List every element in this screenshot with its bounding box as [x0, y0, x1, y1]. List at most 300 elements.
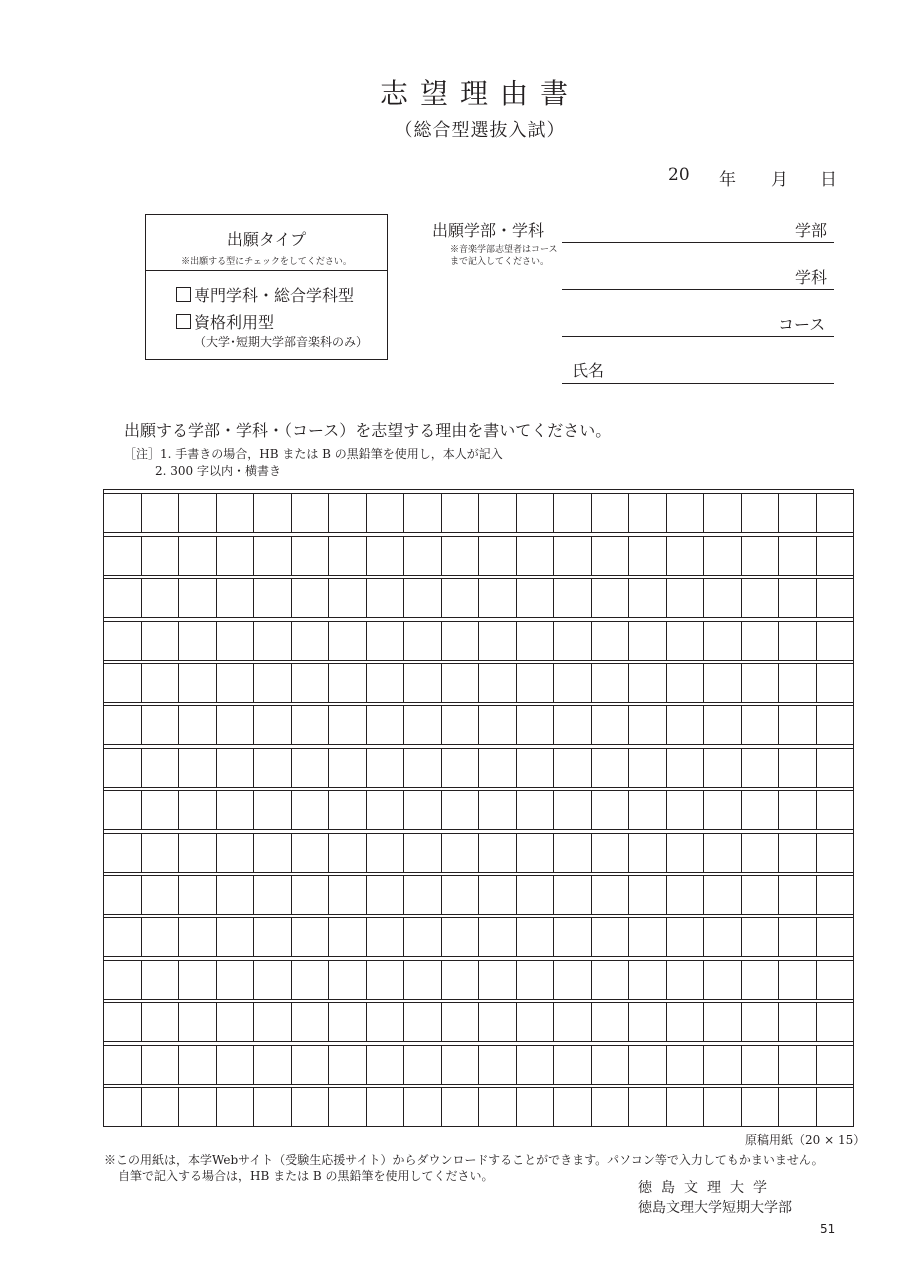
manuscript-cell[interactable]	[629, 494, 667, 532]
manuscript-cell[interactable]	[817, 622, 854, 660]
manuscript-cell[interactable]	[554, 1003, 592, 1041]
manuscript-cell[interactable]	[254, 1003, 292, 1041]
manuscript-cell[interactable]	[667, 961, 705, 999]
manuscript-cell[interactable]	[367, 961, 405, 999]
manuscript-cell[interactable]	[217, 494, 255, 532]
manuscript-cell[interactable]	[179, 664, 217, 702]
faculty-field[interactable]	[562, 242, 834, 243]
manuscript-cell[interactable]	[592, 664, 630, 702]
manuscript-cell[interactable]	[179, 622, 217, 660]
manuscript-cell[interactable]	[592, 537, 630, 575]
manuscript-cell[interactable]	[179, 1003, 217, 1041]
manuscript-cell[interactable]	[217, 1046, 255, 1084]
manuscript-cell[interactable]	[442, 537, 480, 575]
manuscript-cell[interactable]	[179, 961, 217, 999]
manuscript-cell[interactable]	[592, 579, 630, 617]
manuscript-cell[interactable]	[779, 876, 817, 914]
manuscript-cell[interactable]	[254, 1046, 292, 1084]
manuscript-cell[interactable]	[179, 1046, 217, 1084]
manuscript-cell[interactable]	[442, 834, 480, 872]
manuscript-cell[interactable]	[704, 918, 742, 956]
manuscript-cell[interactable]	[404, 494, 442, 532]
manuscript-cell[interactable]	[104, 494, 142, 532]
manuscript-cell[interactable]	[629, 918, 667, 956]
manuscript-cell[interactable]	[704, 1088, 742, 1126]
manuscript-cell[interactable]	[742, 1088, 780, 1126]
manuscript-cell[interactable]	[329, 1088, 367, 1126]
manuscript-cell[interactable]	[292, 834, 330, 872]
manuscript-cell[interactable]	[254, 579, 292, 617]
manuscript-cell[interactable]	[554, 664, 592, 702]
checkbox-qualification[interactable]	[176, 314, 191, 329]
manuscript-cell[interactable]	[142, 1003, 180, 1041]
manuscript-cell[interactable]	[479, 834, 517, 872]
manuscript-cell[interactable]	[817, 961, 854, 999]
manuscript-cell[interactable]	[592, 918, 630, 956]
manuscript-cell[interactable]	[592, 494, 630, 532]
manuscript-cell[interactable]	[292, 664, 330, 702]
manuscript-cell[interactable]	[517, 961, 555, 999]
manuscript-cell[interactable]	[742, 1003, 780, 1041]
manuscript-cell[interactable]	[629, 961, 667, 999]
manuscript-cell[interactable]	[779, 1046, 817, 1084]
manuscript-cell[interactable]	[329, 664, 367, 702]
manuscript-cell[interactable]	[104, 1003, 142, 1041]
manuscript-cell[interactable]	[817, 664, 854, 702]
manuscript-cell[interactable]	[779, 791, 817, 829]
manuscript-cell[interactable]	[329, 622, 367, 660]
manuscript-cell[interactable]	[742, 537, 780, 575]
manuscript-cell[interactable]	[442, 622, 480, 660]
manuscript-cell[interactable]	[104, 537, 142, 575]
manuscript-cell[interactable]	[554, 876, 592, 914]
manuscript-cell[interactable]	[292, 494, 330, 532]
manuscript-cell[interactable]	[817, 876, 854, 914]
manuscript-cell[interactable]	[442, 1003, 480, 1041]
manuscript-cell[interactable]	[742, 876, 780, 914]
department-field[interactable]	[562, 289, 834, 290]
manuscript-cell[interactable]	[367, 791, 405, 829]
manuscript-cell[interactable]	[817, 918, 854, 956]
manuscript-cell[interactable]	[104, 1046, 142, 1084]
manuscript-cell[interactable]	[329, 961, 367, 999]
manuscript-cell[interactable]	[704, 537, 742, 575]
manuscript-cell[interactable]	[442, 579, 480, 617]
manuscript-cell[interactable]	[142, 918, 180, 956]
manuscript-cell[interactable]	[554, 791, 592, 829]
manuscript-cell[interactable]	[517, 1003, 555, 1041]
manuscript-cell[interactable]	[479, 918, 517, 956]
manuscript-cell[interactable]	[292, 622, 330, 660]
manuscript-cell[interactable]	[292, 1088, 330, 1126]
manuscript-cell[interactable]	[517, 622, 555, 660]
manuscript-cell[interactable]	[367, 706, 405, 744]
manuscript-cell[interactable]	[404, 834, 442, 872]
option-qualification[interactable]	[176, 310, 274, 333]
manuscript-cell[interactable]	[479, 876, 517, 914]
manuscript-cell[interactable]	[817, 579, 854, 617]
manuscript-cell[interactable]	[592, 749, 630, 787]
manuscript-cell[interactable]	[517, 918, 555, 956]
manuscript-cell[interactable]	[817, 706, 854, 744]
manuscript-cell[interactable]	[742, 622, 780, 660]
manuscript-cell[interactable]	[254, 494, 292, 532]
manuscript-cell[interactable]	[704, 1046, 742, 1084]
manuscript-cell[interactable]	[629, 834, 667, 872]
manuscript-cell[interactable]	[292, 961, 330, 999]
manuscript-cell[interactable]	[779, 918, 817, 956]
manuscript-cell[interactable]	[404, 1003, 442, 1041]
manuscript-cell[interactable]	[254, 834, 292, 872]
manuscript-cell[interactable]	[179, 834, 217, 872]
manuscript-cell[interactable]	[629, 664, 667, 702]
manuscript-cell[interactable]	[217, 918, 255, 956]
manuscript-cell[interactable]	[554, 1046, 592, 1084]
manuscript-cell[interactable]	[517, 494, 555, 532]
manuscript-cell[interactable]	[404, 706, 442, 744]
manuscript-cell[interactable]	[592, 1003, 630, 1041]
manuscript-cell[interactable]	[292, 579, 330, 617]
manuscript-cell[interactable]	[329, 834, 367, 872]
manuscript-cell[interactable]	[629, 706, 667, 744]
manuscript-cell[interactable]	[517, 791, 555, 829]
manuscript-cell[interactable]	[404, 579, 442, 617]
manuscript-cell[interactable]	[667, 664, 705, 702]
manuscript-cell[interactable]	[442, 791, 480, 829]
manuscript-cell[interactable]	[142, 749, 180, 787]
manuscript-cell[interactable]	[742, 791, 780, 829]
manuscript-cell[interactable]	[517, 537, 555, 575]
manuscript-cell[interactable]	[704, 876, 742, 914]
manuscript-cell[interactable]	[292, 537, 330, 575]
manuscript-cell[interactable]	[179, 537, 217, 575]
manuscript-cell[interactable]	[592, 791, 630, 829]
manuscript-cell[interactable]	[667, 918, 705, 956]
manuscript-cell[interactable]	[742, 749, 780, 787]
manuscript-cell[interactable]	[629, 579, 667, 617]
manuscript-cell[interactable]	[667, 494, 705, 532]
manuscript-cell[interactable]	[142, 876, 180, 914]
manuscript-cell[interactable]	[254, 791, 292, 829]
manuscript-cell[interactable]	[329, 749, 367, 787]
manuscript-cell[interactable]	[404, 664, 442, 702]
manuscript-cell[interactable]	[292, 706, 330, 744]
manuscript-cell[interactable]	[704, 494, 742, 532]
manuscript-cell[interactable]	[329, 918, 367, 956]
manuscript-cell[interactable]	[592, 834, 630, 872]
manuscript-cell[interactable]	[554, 706, 592, 744]
manuscript-cell[interactable]	[667, 791, 705, 829]
manuscript-cell[interactable]	[517, 834, 555, 872]
manuscript-cell[interactable]	[704, 749, 742, 787]
manuscript-cell[interactable]	[142, 961, 180, 999]
manuscript-cell[interactable]	[629, 749, 667, 787]
manuscript-cell[interactable]	[517, 1046, 555, 1084]
manuscript-cell[interactable]	[442, 961, 480, 999]
manuscript-cell[interactable]	[142, 1046, 180, 1084]
manuscript-cell[interactable]	[104, 749, 142, 787]
manuscript-cell[interactable]	[217, 876, 255, 914]
manuscript-cell[interactable]	[104, 791, 142, 829]
manuscript-cell[interactable]	[179, 579, 217, 617]
manuscript-cell[interactable]	[367, 537, 405, 575]
manuscript-cell[interactable]	[442, 706, 480, 744]
manuscript-cell[interactable]	[442, 1088, 480, 1126]
manuscript-cell[interactable]	[442, 494, 480, 532]
manuscript-cell[interactable]	[254, 1088, 292, 1126]
manuscript-cell[interactable]	[217, 749, 255, 787]
manuscript-cell[interactable]	[404, 876, 442, 914]
manuscript-cell[interactable]	[704, 664, 742, 702]
manuscript-cell[interactable]	[629, 622, 667, 660]
manuscript-cell[interactable]	[217, 791, 255, 829]
manuscript-cell[interactable]	[367, 876, 405, 914]
manuscript-cell[interactable]	[779, 706, 817, 744]
manuscript-cell[interactable]	[479, 579, 517, 617]
manuscript-cell[interactable]	[592, 706, 630, 744]
manuscript-cell[interactable]	[367, 494, 405, 532]
manuscript-cell[interactable]	[254, 664, 292, 702]
manuscript-cell[interactable]	[629, 1088, 667, 1126]
manuscript-cell[interactable]	[592, 961, 630, 999]
manuscript-cell[interactable]	[667, 1003, 705, 1041]
manuscript-cell[interactable]	[142, 622, 180, 660]
manuscript-cell[interactable]	[779, 579, 817, 617]
manuscript-cell[interactable]	[254, 961, 292, 999]
manuscript-cell[interactable]	[292, 749, 330, 787]
manuscript-cell[interactable]	[742, 664, 780, 702]
manuscript-cell[interactable]	[292, 1003, 330, 1041]
manuscript-cell[interactable]	[329, 876, 367, 914]
manuscript-cell[interactable]	[704, 834, 742, 872]
manuscript-cell[interactable]	[817, 791, 854, 829]
manuscript-cell[interactable]	[779, 1088, 817, 1126]
manuscript-cell[interactable]	[479, 749, 517, 787]
manuscript-cell[interactable]	[217, 622, 255, 660]
manuscript-cell[interactable]	[442, 918, 480, 956]
manuscript-cell[interactable]	[554, 961, 592, 999]
manuscript-cell[interactable]	[629, 1003, 667, 1041]
manuscript-cell[interactable]	[517, 749, 555, 787]
manuscript-cell[interactable]	[479, 1003, 517, 1041]
manuscript-cell[interactable]	[142, 494, 180, 532]
manuscript-cell[interactable]	[292, 876, 330, 914]
manuscript-cell[interactable]	[217, 664, 255, 702]
manuscript-cell[interactable]	[554, 1088, 592, 1126]
manuscript-cell[interactable]	[554, 494, 592, 532]
manuscript-cell[interactable]	[404, 1046, 442, 1084]
manuscript-cell[interactable]	[742, 494, 780, 532]
manuscript-cell[interactable]	[367, 1003, 405, 1041]
manuscript-cell[interactable]	[667, 834, 705, 872]
manuscript-cell[interactable]	[217, 706, 255, 744]
manuscript-cell[interactable]	[517, 706, 555, 744]
manuscript-cell[interactable]	[742, 834, 780, 872]
manuscript-cell[interactable]	[817, 834, 854, 872]
manuscript-cell[interactable]	[254, 706, 292, 744]
manuscript-cell[interactable]	[667, 1046, 705, 1084]
manuscript-cell[interactable]	[292, 1046, 330, 1084]
manuscript-cell[interactable]	[817, 1046, 854, 1084]
manuscript-cell[interactable]	[254, 918, 292, 956]
manuscript-cell[interactable]	[779, 622, 817, 660]
manuscript-cell[interactable]	[592, 1046, 630, 1084]
manuscript-cell[interactable]	[742, 1046, 780, 1084]
manuscript-cell[interactable]	[517, 1088, 555, 1126]
manuscript-cell[interactable]	[329, 579, 367, 617]
manuscript-cell[interactable]	[404, 1088, 442, 1126]
manuscript-cell[interactable]	[142, 706, 180, 744]
manuscript-cell[interactable]	[142, 664, 180, 702]
manuscript-cell[interactable]	[479, 791, 517, 829]
manuscript-cell[interactable]	[667, 537, 705, 575]
manuscript-cell[interactable]	[629, 791, 667, 829]
manuscript-cell[interactable]	[179, 494, 217, 532]
manuscript-cell[interactable]	[704, 1003, 742, 1041]
manuscript-cell[interactable]	[554, 749, 592, 787]
manuscript-cell[interactable]	[404, 537, 442, 575]
manuscript-cell[interactable]	[367, 664, 405, 702]
manuscript-cell[interactable]	[779, 537, 817, 575]
manuscript-cell[interactable]	[254, 537, 292, 575]
manuscript-cell[interactable]	[629, 876, 667, 914]
manuscript-cell[interactable]	[779, 834, 817, 872]
manuscript-cell[interactable]	[592, 622, 630, 660]
manuscript-cell[interactable]	[667, 706, 705, 744]
manuscript-cell[interactable]	[367, 918, 405, 956]
manuscript-cell[interactable]	[292, 918, 330, 956]
manuscript-cell[interactable]	[104, 706, 142, 744]
manuscript-cell[interactable]	[479, 494, 517, 532]
manuscript-cell[interactable]	[104, 1088, 142, 1126]
manuscript-cell[interactable]	[817, 1088, 854, 1126]
manuscript-cell[interactable]	[142, 537, 180, 575]
manuscript-cell[interactable]	[742, 579, 780, 617]
manuscript-cell[interactable]	[554, 622, 592, 660]
manuscript-cell[interactable]	[779, 664, 817, 702]
manuscript-cell[interactable]	[667, 622, 705, 660]
manuscript-cell[interactable]	[329, 1046, 367, 1084]
manuscript-cell[interactable]	[329, 494, 367, 532]
manuscript-cell[interactable]	[217, 961, 255, 999]
manuscript-cell[interactable]	[217, 579, 255, 617]
manuscript-cell[interactable]	[704, 961, 742, 999]
manuscript-cell[interactable]	[179, 706, 217, 744]
course-field[interactable]	[562, 336, 834, 337]
manuscript-cell[interactable]	[479, 537, 517, 575]
manuscript-cell[interactable]	[404, 749, 442, 787]
manuscript-cell[interactable]	[817, 537, 854, 575]
manuscript-cell[interactable]	[179, 791, 217, 829]
manuscript-cell[interactable]	[704, 706, 742, 744]
manuscript-cell[interactable]	[592, 876, 630, 914]
manuscript-cell[interactable]	[367, 622, 405, 660]
manuscript-cell[interactable]	[367, 1046, 405, 1084]
manuscript-cell[interactable]	[142, 579, 180, 617]
manuscript-cell[interactable]	[667, 1088, 705, 1126]
manuscript-cell[interactable]	[779, 961, 817, 999]
manuscript-cell[interactable]	[142, 834, 180, 872]
manuscript-cell[interactable]	[367, 1088, 405, 1126]
manuscript-cell[interactable]	[254, 876, 292, 914]
manuscript-cell[interactable]	[554, 834, 592, 872]
manuscript-cell[interactable]	[554, 918, 592, 956]
manuscript-cell[interactable]	[254, 622, 292, 660]
manuscript-cell[interactable]	[479, 664, 517, 702]
manuscript-cell[interactable]	[404, 918, 442, 956]
manuscript-cell[interactable]	[742, 961, 780, 999]
manuscript-cell[interactable]	[217, 1003, 255, 1041]
manuscript-cell[interactable]	[592, 1088, 630, 1126]
manuscript-cell[interactable]	[704, 622, 742, 660]
manuscript-cell[interactable]	[329, 537, 367, 575]
manuscript-cell[interactable]	[742, 918, 780, 956]
manuscript-cell[interactable]	[442, 1046, 480, 1084]
manuscript-cell[interactable]	[479, 1088, 517, 1126]
manuscript-cell[interactable]	[179, 1088, 217, 1126]
manuscript-cell[interactable]	[179, 749, 217, 787]
manuscript-grid[interactable]	[103, 489, 854, 1127]
manuscript-cell[interactable]	[367, 749, 405, 787]
manuscript-cell[interactable]	[554, 579, 592, 617]
manuscript-cell[interactable]	[329, 791, 367, 829]
manuscript-cell[interactable]	[479, 622, 517, 660]
manuscript-cell[interactable]	[292, 791, 330, 829]
manuscript-cell[interactable]	[104, 834, 142, 872]
manuscript-cell[interactable]	[329, 1003, 367, 1041]
manuscript-cell[interactable]	[217, 834, 255, 872]
manuscript-cell[interactable]	[104, 918, 142, 956]
manuscript-cell[interactable]	[104, 579, 142, 617]
manuscript-cell[interactable]	[517, 664, 555, 702]
manuscript-cell[interactable]	[629, 1046, 667, 1084]
manuscript-cell[interactable]	[554, 537, 592, 575]
manuscript-cell[interactable]	[817, 494, 854, 532]
manuscript-cell[interactable]	[779, 1003, 817, 1041]
manuscript-cell[interactable]	[442, 664, 480, 702]
manuscript-cell[interactable]	[179, 876, 217, 914]
manuscript-cell[interactable]	[479, 706, 517, 744]
manuscript-cell[interactable]	[142, 791, 180, 829]
manuscript-cell[interactable]	[517, 579, 555, 617]
manuscript-cell[interactable]	[217, 1088, 255, 1126]
manuscript-cell[interactable]	[217, 537, 255, 575]
manuscript-cell[interactable]	[442, 876, 480, 914]
manuscript-cell[interactable]	[704, 791, 742, 829]
manuscript-cell[interactable]	[329, 706, 367, 744]
manuscript-cell[interactable]	[704, 579, 742, 617]
manuscript-cell[interactable]	[779, 494, 817, 532]
manuscript-cell[interactable]	[367, 579, 405, 617]
name-field[interactable]	[562, 383, 834, 384]
manuscript-cell[interactable]	[742, 706, 780, 744]
manuscript-cell[interactable]	[179, 918, 217, 956]
manuscript-cell[interactable]	[667, 579, 705, 617]
manuscript-cell[interactable]	[779, 749, 817, 787]
manuscript-cell[interactable]	[104, 622, 142, 660]
manuscript-cell[interactable]	[104, 876, 142, 914]
manuscript-cell[interactable]	[667, 876, 705, 914]
manuscript-cell[interactable]	[367, 834, 405, 872]
manuscript-cell[interactable]	[142, 1088, 180, 1126]
manuscript-cell[interactable]	[104, 961, 142, 999]
checkbox-vocational-course[interactable]	[176, 287, 191, 302]
manuscript-cell[interactable]	[817, 1003, 854, 1041]
manuscript-cell[interactable]	[667, 749, 705, 787]
manuscript-cell[interactable]	[254, 749, 292, 787]
manuscript-cell[interactable]	[404, 961, 442, 999]
manuscript-cell[interactable]	[404, 791, 442, 829]
